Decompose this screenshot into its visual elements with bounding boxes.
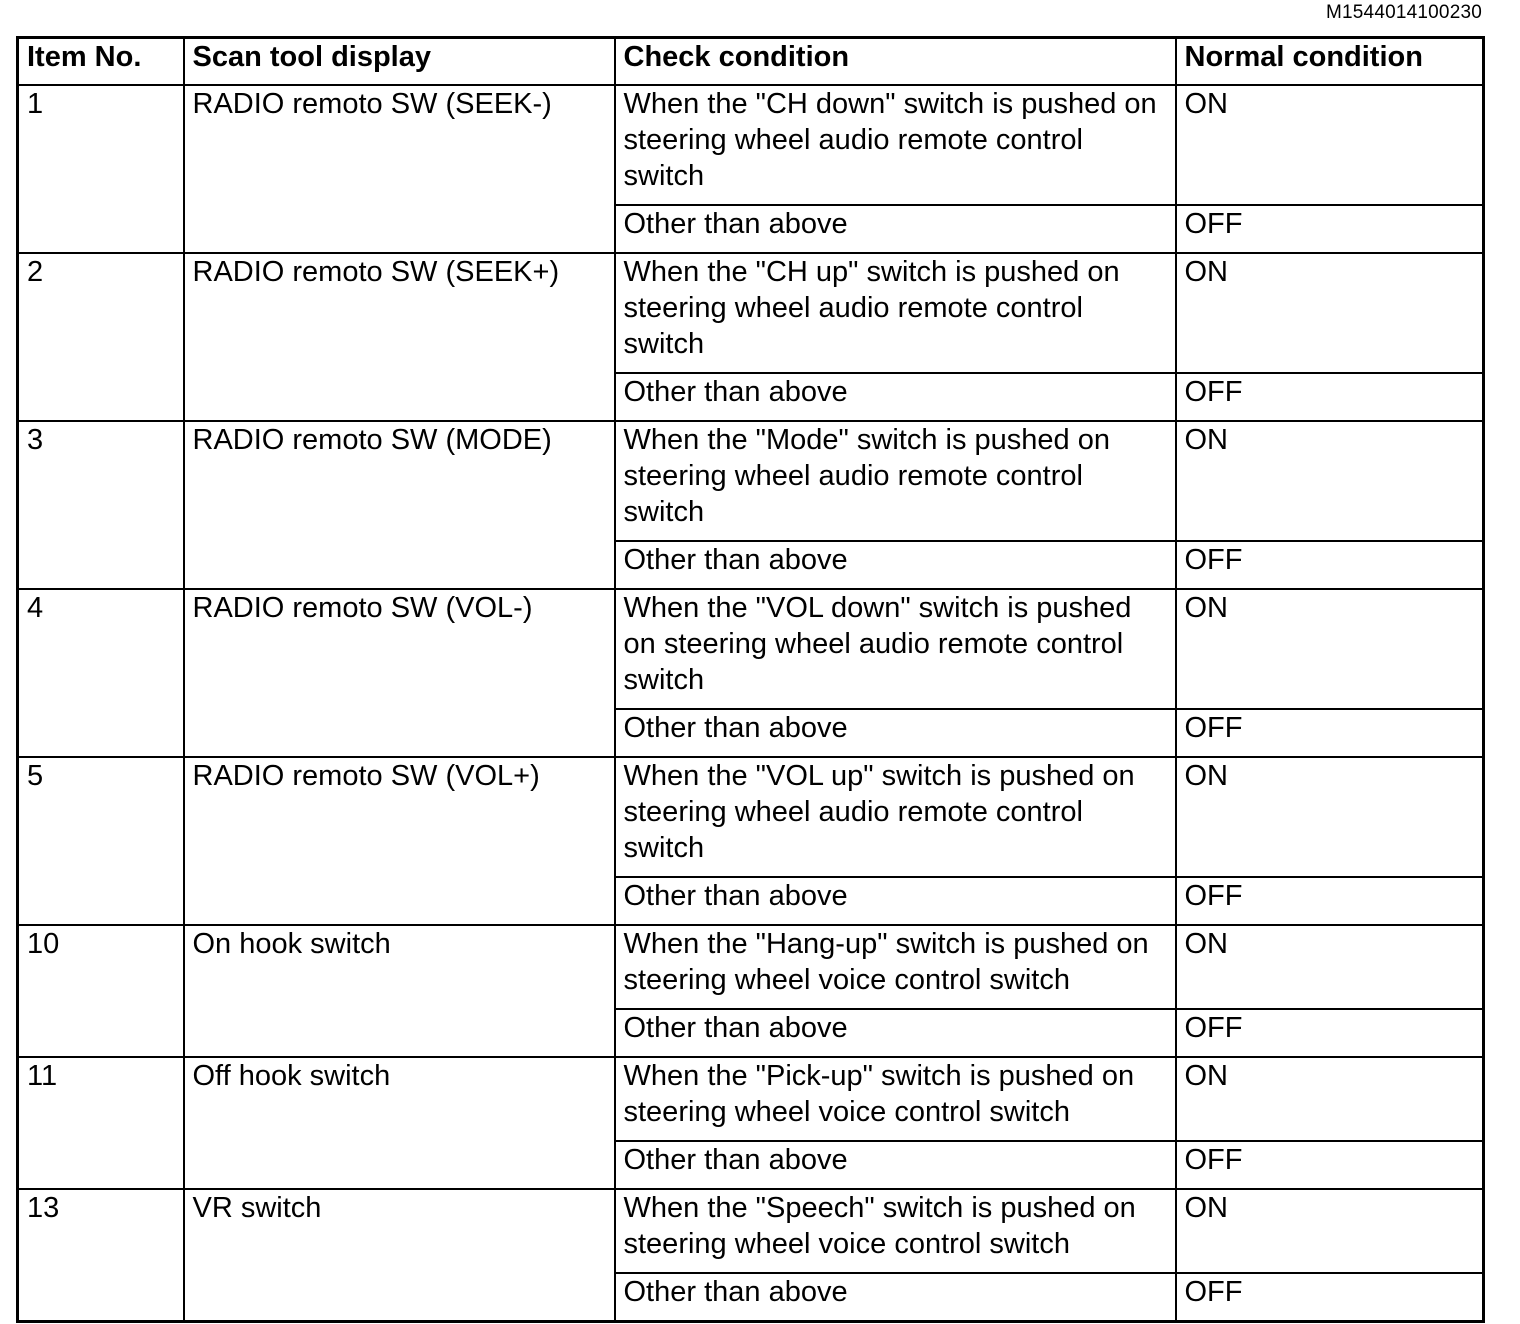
check-condition-cell: Other than above [615, 877, 1176, 925]
normal-condition-cell: ON [1176, 1057, 1484, 1141]
scan-tool-display-cell: VR switch [184, 1189, 615, 1322]
scan-tool-display-cell: RADIO remoto SW (MODE) [184, 421, 615, 589]
check-condition-cell: Other than above [615, 1141, 1176, 1189]
normal-condition-cell: OFF [1176, 1273, 1484, 1322]
check-condition-cell: Other than above [615, 1009, 1176, 1057]
normal-condition-cell: OFF [1176, 877, 1484, 925]
check-condition-cell: When the "VOL up" switch is pushed on steering wheel audio remote control switch [615, 757, 1176, 877]
normal-condition-cell: OFF [1176, 541, 1484, 589]
header-normal-condition: Normal condition [1176, 38, 1484, 86]
check-condition-cell: When the "Mode" switch is pushed on steering wheel audio remote control switch [615, 421, 1176, 541]
normal-condition-cell: ON [1176, 757, 1484, 877]
item-no-cell: 3 [18, 421, 184, 589]
scan-tool-display-cell: RADIO remoto SW (SEEK+) [184, 253, 615, 421]
normal-condition-cell: OFF [1176, 1009, 1484, 1057]
normal-condition-cell: ON [1176, 1189, 1484, 1273]
item-no-cell: 5 [18, 757, 184, 925]
check-condition-cell: Other than above [615, 205, 1176, 253]
item-no-cell: 4 [18, 589, 184, 757]
check-condition-cell: Other than above [615, 373, 1176, 421]
item-no-cell: 1 [18, 85, 184, 253]
table-row [18, 253, 1484, 373]
scan-tool-display-cell: RADIO remoto SW (SEEK-) [184, 85, 615, 253]
check-table [16, 36, 1485, 1323]
normal-condition-cell: ON [1176, 925, 1484, 1009]
check-condition-cell: When the "CH up" switch is pushed on steering wheel audio remote control switch [615, 253, 1176, 373]
item-no-cell: 10 [18, 925, 184, 1057]
check-condition-cell: When the "VOL down" switch is pushed on steering wheel audio remote control switch [615, 589, 1176, 709]
table-row [18, 589, 1484, 709]
normal-condition-cell: OFF [1176, 205, 1484, 253]
header-row [18, 38, 1484, 86]
normal-condition-cell: ON [1176, 421, 1484, 541]
header-item-no: Item No. [18, 38, 184, 86]
table-row [18, 85, 1484, 205]
normal-condition-cell: ON [1176, 253, 1484, 373]
header-check-condition: Check condition [615, 38, 1176, 86]
normal-condition-cell: ON [1176, 85, 1484, 205]
scan-tool-display-cell: RADIO remoto SW (VOL+) [184, 757, 615, 925]
scan-tool-display-cell: RADIO remoto SW (VOL-) [184, 589, 615, 757]
check-condition-cell: Other than above [615, 709, 1176, 757]
header-scan-tool-display: Scan tool display [184, 38, 615, 86]
document-id: M1544014100230 [1326, 2, 1482, 23]
scan-tool-display-cell: On hook switch [184, 925, 615, 1057]
normal-condition-cell: OFF [1176, 1141, 1484, 1189]
check-condition-cell: Other than above [615, 1273, 1176, 1322]
table-row [18, 925, 1484, 1009]
item-no-cell: 13 [18, 1189, 184, 1322]
table-row [18, 757, 1484, 877]
check-condition-cell: When the "Pick-up" switch is pushed on steering wheel voice control switch [615, 1057, 1176, 1141]
normal-condition-cell: OFF [1176, 373, 1484, 421]
table-row [18, 1189, 1484, 1273]
check-condition-cell: When the "CH down" switch is pushed on steering wheel audio remote control switch [615, 85, 1176, 205]
normal-condition-cell: ON [1176, 589, 1484, 709]
item-no-cell: 11 [18, 1057, 184, 1189]
scan-tool-display-cell: Off hook switch [184, 1057, 615, 1189]
table-row [18, 1057, 1484, 1141]
check-condition-cell: Other than above [615, 541, 1176, 589]
normal-condition-cell: OFF [1176, 709, 1484, 757]
table-row [18, 421, 1484, 541]
check-condition-cell: When the "Hang-up" switch is pushed on steering wheel voice control switch [615, 925, 1176, 1009]
item-no-cell: 2 [18, 253, 184, 421]
check-condition-cell: When the "Speech" switch is pushed on steering wheel voice control switch [615, 1189, 1176, 1273]
